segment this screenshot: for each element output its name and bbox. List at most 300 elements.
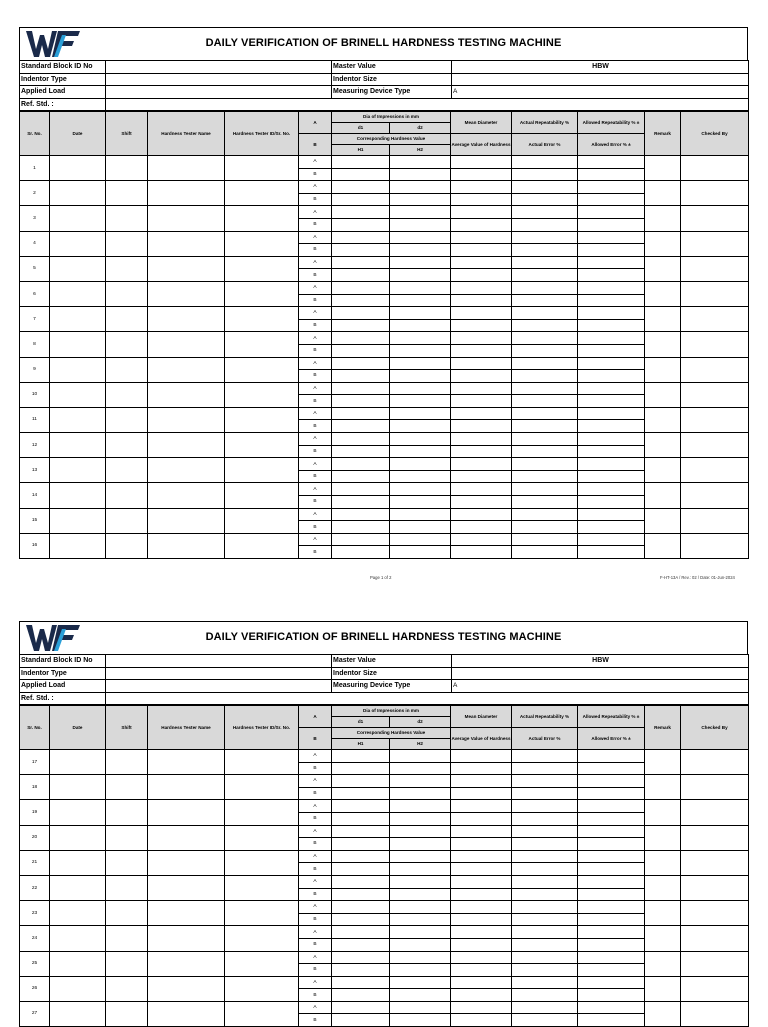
tester-name-cell[interactable] [148,181,225,206]
tester-id-cell[interactable] [225,281,299,306]
mean-avg-cell[interactable] [451,181,512,194]
allowed-cell[interactable] [578,193,645,206]
value-cell-1[interactable] [332,888,390,901]
value-cell-1[interactable] [332,951,390,964]
value-cell-1[interactable] [332,206,390,219]
value-cell-2[interactable] [390,357,451,370]
checked-by-cell[interactable] [681,775,749,800]
allowed-cell[interactable] [578,231,645,244]
value-cell-1[interactable] [332,850,390,863]
allowed-cell[interactable] [578,420,645,433]
allowed-cell[interactable] [578,838,645,851]
actual-cell[interactable] [512,433,578,446]
remark-cell[interactable] [645,231,681,256]
shift-cell[interactable] [106,181,148,206]
actual-cell[interactable] [512,508,578,521]
checked-by-cell[interactable] [681,875,749,900]
actual-cell[interactable] [512,913,578,926]
value-cell-1[interactable] [332,750,390,763]
tester-name-cell[interactable] [148,901,225,926]
tester-id-cell[interactable] [225,206,299,231]
shift-cell[interactable] [106,231,148,256]
date-cell[interactable] [50,976,106,1001]
shift-cell[interactable] [106,206,148,231]
mean-avg-cell[interactable] [451,1014,512,1027]
value-cell-2[interactable] [390,281,451,294]
actual-cell[interactable] [512,256,578,269]
mean-avg-cell[interactable] [451,382,512,395]
shift-cell[interactable] [106,825,148,850]
mean-avg-cell[interactable] [451,395,512,408]
allowed-cell[interactable] [578,470,645,483]
tester-name-cell[interactable] [148,976,225,1001]
value-cell-1[interactable] [332,445,390,458]
allowed-cell[interactable] [578,344,645,357]
value-cell-2[interactable] [390,445,451,458]
master-value-unit[interactable]: HBW [452,655,749,668]
tester-id-cell[interactable] [225,1001,299,1026]
remark-cell[interactable] [645,483,681,508]
date-cell[interactable] [50,508,106,533]
value-cell-2[interactable] [390,508,451,521]
actual-cell[interactable] [512,521,578,534]
actual-cell[interactable] [512,193,578,206]
mean-avg-cell[interactable] [451,546,512,559]
value-cell-2[interactable] [390,926,451,939]
actual-cell[interactable] [512,1001,578,1014]
remark-cell[interactable] [645,850,681,875]
value-cell-2[interactable] [390,458,451,471]
value-cell-1[interactable] [332,989,390,1002]
mean-avg-cell[interactable] [451,294,512,307]
actual-cell[interactable] [512,307,578,320]
value-cell-2[interactable] [390,533,451,546]
value-cell-2[interactable] [390,206,451,219]
mean-avg-cell[interactable] [451,533,512,546]
allowed-cell[interactable] [578,521,645,534]
value-cell-1[interactable] [332,168,390,181]
mean-avg-cell[interactable] [451,445,512,458]
mean-avg-cell[interactable] [451,470,512,483]
actual-cell[interactable] [512,357,578,370]
actual-cell[interactable] [512,269,578,282]
allowed-cell[interactable] [578,875,645,888]
allowed-cell[interactable] [578,319,645,332]
actual-cell[interactable] [512,533,578,546]
actual-cell[interactable] [512,420,578,433]
tester-id-cell[interactable] [225,875,299,900]
remark-cell[interactable] [645,508,681,533]
allowed-cell[interactable] [578,800,645,813]
allowed-cell[interactable] [578,976,645,989]
tester-id-cell[interactable] [225,800,299,825]
value-cell-2[interactable] [390,382,451,395]
value-cell-2[interactable] [390,319,451,332]
actual-cell[interactable] [512,344,578,357]
allowed-cell[interactable] [578,825,645,838]
checked-by-cell[interactable] [681,926,749,951]
mean-avg-cell[interactable] [451,269,512,282]
shift-cell[interactable] [106,850,148,875]
tester-id-cell[interactable] [225,775,299,800]
actual-cell[interactable] [512,964,578,977]
remark-cell[interactable] [645,281,681,306]
actual-cell[interactable] [512,863,578,876]
value-cell-2[interactable] [390,938,451,951]
applied-load-field[interactable] [106,86,332,99]
shift-cell[interactable] [106,382,148,407]
value-cell-2[interactable] [390,951,451,964]
checked-by-cell[interactable] [681,483,749,508]
mean-avg-cell[interactable] [451,888,512,901]
remark-cell[interactable] [645,256,681,281]
tester-name-cell[interactable] [148,458,225,483]
allowed-cell[interactable] [578,483,645,496]
remark-cell[interactable] [645,458,681,483]
shift-cell[interactable] [106,281,148,306]
tester-name-cell[interactable] [148,407,225,432]
value-cell-1[interactable] [332,407,390,420]
value-cell-1[interactable] [332,483,390,496]
date-cell[interactable] [50,307,106,332]
value-cell-2[interactable] [390,218,451,231]
date-cell[interactable] [50,850,106,875]
value-cell-2[interactable] [390,256,451,269]
allowed-cell[interactable] [578,750,645,763]
remark-cell[interactable] [645,976,681,1001]
allowed-cell[interactable] [578,307,645,320]
value-cell-1[interactable] [332,508,390,521]
allowed-cell[interactable] [578,775,645,788]
allowed-cell[interactable] [578,256,645,269]
actual-cell[interactable] [512,206,578,219]
mean-avg-cell[interactable] [451,433,512,446]
actual-cell[interactable] [512,294,578,307]
allowed-cell[interactable] [578,156,645,169]
date-cell[interactable] [50,875,106,900]
value-cell-2[interactable] [390,307,451,320]
date-cell[interactable] [50,951,106,976]
date-cell[interactable] [50,775,106,800]
shift-cell[interactable] [106,156,148,181]
remark-cell[interactable] [645,382,681,407]
value-cell-2[interactable] [390,775,451,788]
mean-avg-cell[interactable] [451,156,512,169]
allowed-cell[interactable] [578,888,645,901]
measuring-device-field[interactable]: A [452,86,749,99]
shift-cell[interactable] [106,433,148,458]
allowed-cell[interactable] [578,281,645,294]
allowed-cell[interactable] [578,269,645,282]
mean-avg-cell[interactable] [451,344,512,357]
value-cell-1[interactable] [332,281,390,294]
tester-name-cell[interactable] [148,281,225,306]
value-cell-2[interactable] [390,888,451,901]
value-cell-1[interactable] [332,521,390,534]
allowed-cell[interactable] [578,1001,645,1014]
tester-id-cell[interactable] [225,382,299,407]
allowed-cell[interactable] [578,206,645,219]
date-cell[interactable] [50,156,106,181]
value-cell-2[interactable] [390,407,451,420]
actual-cell[interactable] [512,281,578,294]
tester-id-cell[interactable] [225,156,299,181]
actual-cell[interactable] [512,926,578,939]
date-cell[interactable] [50,750,106,775]
value-cell-1[interactable] [332,775,390,788]
value-cell-2[interactable] [390,863,451,876]
actual-cell[interactable] [512,382,578,395]
allowed-cell[interactable] [578,244,645,257]
value-cell-1[interactable] [332,533,390,546]
remark-cell[interactable] [645,307,681,332]
value-cell-1[interactable] [332,357,390,370]
value-cell-1[interactable] [332,926,390,939]
checked-by-cell[interactable] [681,1001,749,1026]
value-cell-2[interactable] [390,762,451,775]
value-cell-2[interactable] [390,483,451,496]
actual-cell[interactable] [512,838,578,851]
indentor-size-field[interactable] [452,667,749,680]
allowed-cell[interactable] [578,812,645,825]
allowed-cell[interactable] [578,395,645,408]
value-cell-2[interactable] [390,964,451,977]
date-cell[interactable] [50,458,106,483]
standard-block-field[interactable] [106,655,332,668]
allowed-cell[interactable] [578,407,645,420]
tester-id-cell[interactable] [225,976,299,1001]
shift-cell[interactable] [106,800,148,825]
allowed-cell[interactable] [578,218,645,231]
tester-name-cell[interactable] [148,256,225,281]
actual-cell[interactable] [512,168,578,181]
value-cell-2[interactable] [390,838,451,851]
tester-name-cell[interactable] [148,483,225,508]
value-cell-2[interactable] [390,395,451,408]
value-cell-1[interactable] [332,420,390,433]
actual-cell[interactable] [512,812,578,825]
date-cell[interactable] [50,181,106,206]
mean-avg-cell[interactable] [451,787,512,800]
remark-cell[interactable] [645,407,681,432]
tester-id-cell[interactable] [225,181,299,206]
remark-cell[interactable] [645,533,681,558]
value-cell-2[interactable] [390,976,451,989]
actual-cell[interactable] [512,762,578,775]
allowed-cell[interactable] [578,357,645,370]
checked-by-cell[interactable] [681,901,749,926]
value-cell-1[interactable] [332,332,390,345]
allowed-cell[interactable] [578,508,645,521]
checked-by-cell[interactable] [681,750,749,775]
actual-cell[interactable] [512,319,578,332]
mean-avg-cell[interactable] [451,407,512,420]
actual-cell[interactable] [512,875,578,888]
allowed-cell[interactable] [578,938,645,951]
shift-cell[interactable] [106,901,148,926]
tester-id-cell[interactable] [225,231,299,256]
actual-cell[interactable] [512,231,578,244]
mean-avg-cell[interactable] [451,244,512,257]
tester-id-cell[interactable] [225,750,299,775]
actual-cell[interactable] [512,156,578,169]
actual-cell[interactable] [512,244,578,257]
actual-cell[interactable] [512,458,578,471]
actual-cell[interactable] [512,825,578,838]
actual-cell[interactable] [512,1014,578,1027]
date-cell[interactable] [50,206,106,231]
mean-avg-cell[interactable] [451,206,512,219]
date-cell[interactable] [50,483,106,508]
tester-name-cell[interactable] [148,433,225,458]
actual-cell[interactable] [512,546,578,559]
date-cell[interactable] [50,281,106,306]
mean-avg-cell[interactable] [451,775,512,788]
value-cell-1[interactable] [332,964,390,977]
checked-by-cell[interactable] [681,825,749,850]
value-cell-1[interactable] [332,193,390,206]
value-cell-2[interactable] [390,989,451,1002]
value-cell-2[interactable] [390,1014,451,1027]
date-cell[interactable] [50,332,106,357]
actual-cell[interactable] [512,750,578,763]
shift-cell[interactable] [106,407,148,432]
value-cell-1[interactable] [332,875,390,888]
checked-by-cell[interactable] [681,206,749,231]
value-cell-1[interactable] [332,546,390,559]
allowed-cell[interactable] [578,181,645,194]
remark-cell[interactable] [645,181,681,206]
mean-avg-cell[interactable] [451,420,512,433]
checked-by-cell[interactable] [681,357,749,382]
mean-avg-cell[interactable] [451,281,512,294]
value-cell-2[interactable] [390,913,451,926]
mean-avg-cell[interactable] [451,976,512,989]
actual-cell[interactable] [512,850,578,863]
actual-cell[interactable] [512,332,578,345]
value-cell-2[interactable] [390,181,451,194]
date-cell[interactable] [50,1001,106,1026]
mean-avg-cell[interactable] [451,750,512,763]
checked-by-cell[interactable] [681,508,749,533]
shift-cell[interactable] [106,508,148,533]
tester-name-cell[interactable] [148,850,225,875]
actual-cell[interactable] [512,775,578,788]
mean-avg-cell[interactable] [451,800,512,813]
date-cell[interactable] [50,433,106,458]
checked-by-cell[interactable] [681,382,749,407]
mean-avg-cell[interactable] [451,231,512,244]
shift-cell[interactable] [106,951,148,976]
mean-avg-cell[interactable] [451,256,512,269]
allowed-cell[interactable] [578,762,645,775]
indentor-type-field[interactable] [106,73,332,86]
checked-by-cell[interactable] [681,850,749,875]
remark-cell[interactable] [645,775,681,800]
remark-cell[interactable] [645,1001,681,1026]
tester-id-cell[interactable] [225,901,299,926]
actual-cell[interactable] [512,951,578,964]
remark-cell[interactable] [645,825,681,850]
allowed-cell[interactable] [578,445,645,458]
actual-cell[interactable] [512,470,578,483]
value-cell-2[interactable] [390,825,451,838]
actual-cell[interactable] [512,407,578,420]
mean-avg-cell[interactable] [451,319,512,332]
indentor-size-field[interactable] [452,73,749,86]
value-cell-1[interactable] [332,156,390,169]
value-cell-1[interactable] [332,307,390,320]
tester-name-cell[interactable] [148,951,225,976]
remark-cell[interactable] [645,206,681,231]
checked-by-cell[interactable] [681,976,749,1001]
tester-id-cell[interactable] [225,307,299,332]
mean-avg-cell[interactable] [451,193,512,206]
actual-cell[interactable] [512,218,578,231]
value-cell-2[interactable] [390,370,451,383]
ref-std-field[interactable] [106,98,749,111]
value-cell-2[interactable] [390,420,451,433]
mean-avg-cell[interactable] [451,875,512,888]
value-cell-1[interactable] [332,913,390,926]
remark-cell[interactable] [645,800,681,825]
tester-name-cell[interactable] [148,307,225,332]
value-cell-2[interactable] [390,875,451,888]
value-cell-2[interactable] [390,470,451,483]
value-cell-2[interactable] [390,294,451,307]
tester-id-cell[interactable] [225,458,299,483]
tester-name-cell[interactable] [148,231,225,256]
checked-by-cell[interactable] [681,231,749,256]
allowed-cell[interactable] [578,913,645,926]
value-cell-1[interactable] [332,863,390,876]
checked-by-cell[interactable] [681,533,749,558]
value-cell-1[interactable] [332,762,390,775]
value-cell-1[interactable] [332,294,390,307]
tester-name-cell[interactable] [148,382,225,407]
allowed-cell[interactable] [578,546,645,559]
allowed-cell[interactable] [578,850,645,863]
tester-id-cell[interactable] [225,483,299,508]
mean-avg-cell[interactable] [451,863,512,876]
value-cell-2[interactable] [390,750,451,763]
remark-cell[interactable] [645,875,681,900]
value-cell-1[interactable] [332,395,390,408]
mean-avg-cell[interactable] [451,812,512,825]
tester-name-cell[interactable] [148,206,225,231]
date-cell[interactable] [50,382,106,407]
tester-name-cell[interactable] [148,357,225,382]
value-cell-2[interactable] [390,787,451,800]
value-cell-1[interactable] [332,433,390,446]
value-cell-2[interactable] [390,168,451,181]
allowed-cell[interactable] [578,926,645,939]
allowed-cell[interactable] [578,294,645,307]
value-cell-2[interactable] [390,1001,451,1014]
value-cell-2[interactable] [390,344,451,357]
shift-cell[interactable] [106,926,148,951]
mean-avg-cell[interactable] [451,913,512,926]
tester-id-cell[interactable] [225,332,299,357]
actual-cell[interactable] [512,888,578,901]
value-cell-1[interactable] [332,231,390,244]
actual-cell[interactable] [512,976,578,989]
value-cell-2[interactable] [390,231,451,244]
date-cell[interactable] [50,800,106,825]
value-cell-1[interactable] [332,976,390,989]
mean-avg-cell[interactable] [451,989,512,1002]
value-cell-1[interactable] [332,838,390,851]
